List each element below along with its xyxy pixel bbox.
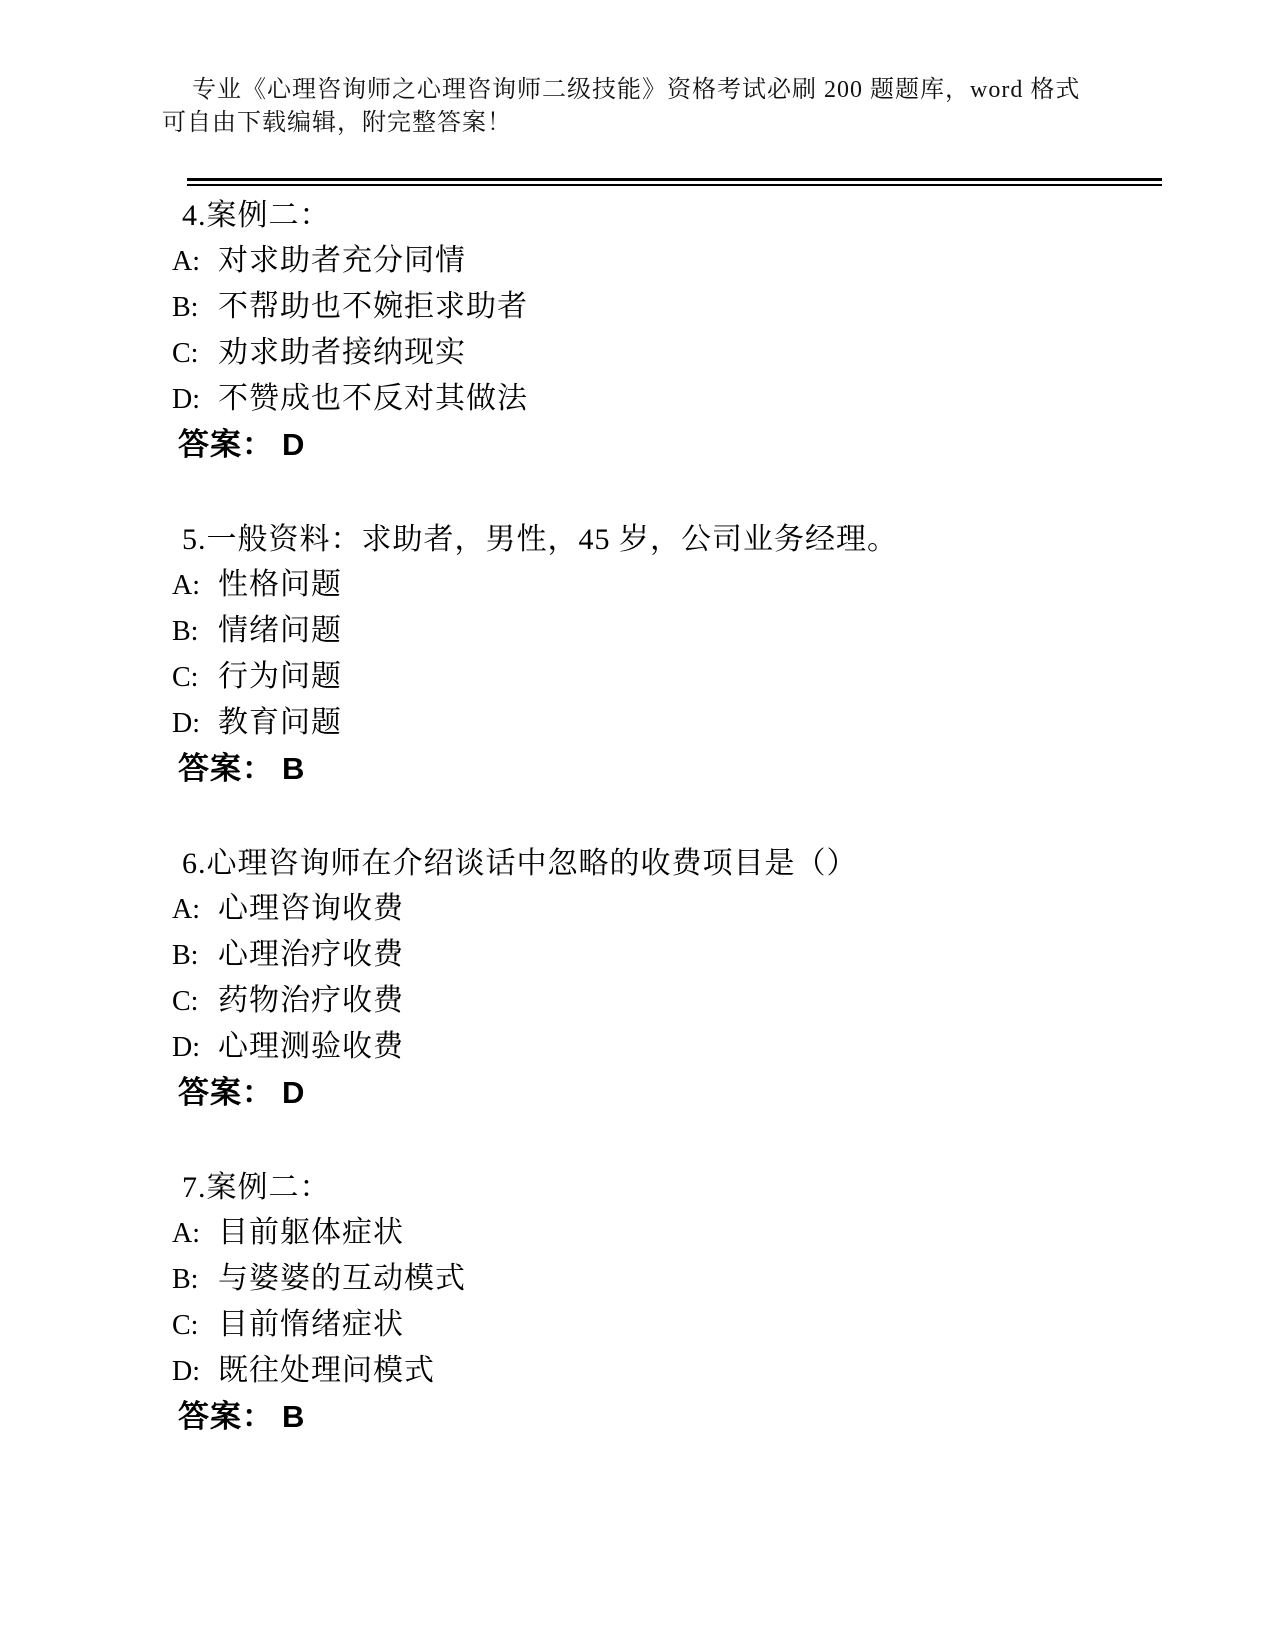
option-label: C: (172, 662, 199, 693)
header-line-1: 专业《心理咨询师之心理咨询师二级技能》资格考试必刷 200 题题库，word 格式 (192, 77, 1081, 103)
option-row (172, 700, 1182, 746)
option-row (172, 1256, 1182, 1302)
option-row (172, 978, 1182, 1024)
question-title: 7.案例二： (182, 1171, 331, 1204)
option-label: A: (172, 1218, 200, 1249)
option-text: 心理咨询收费 (218, 892, 404, 925)
option-label: D: (172, 384, 200, 415)
answer-row (172, 1070, 1182, 1115)
option-text: 心理治疗收费 (218, 938, 404, 971)
option-row (172, 608, 1182, 654)
option-label: A: (172, 246, 200, 277)
option-text: 目前躯体症状 (218, 1216, 404, 1249)
option-text: 情绪问题 (218, 614, 342, 647)
option-text: 劝求助者接纳现实 (218, 336, 466, 369)
question-block-4 (172, 193, 1182, 467)
question-block-7 (172, 1165, 1182, 1439)
option-row (172, 284, 1182, 330)
option-row (172, 238, 1182, 284)
option-label: D: (172, 708, 200, 739)
question-title: 6.心理咨询师在介绍谈话中忽略的收费项目是（） (182, 847, 858, 880)
option-text: 行为问题 (218, 660, 342, 693)
answer-label: 答案： (178, 751, 274, 786)
answer-row (172, 1394, 1182, 1439)
option-label: D: (172, 1356, 200, 1387)
option-row (172, 886, 1182, 932)
option-label: B: (172, 292, 199, 323)
option-row (172, 932, 1182, 978)
option-text: 目前惰绪症状 (218, 1308, 404, 1341)
option-text: 教育问题 (218, 706, 342, 739)
option-row (172, 1024, 1182, 1070)
option-row (172, 1348, 1182, 1394)
option-label: B: (172, 940, 199, 971)
question-title: 5.一般资料：求助者，男性，45 岁，公司业务经理。 (182, 523, 898, 556)
answer-value: B (282, 1399, 306, 1434)
option-text: 与婆婆的互动模式 (218, 1262, 466, 1295)
question-block-6 (172, 841, 1182, 1115)
option-label: B: (172, 616, 199, 647)
option-row (172, 1210, 1182, 1256)
questions-list (172, 193, 1182, 1489)
answer-value: D (282, 1075, 306, 1110)
answer-label: 答案： (178, 1399, 274, 1434)
option-text: 心理测验收费 (218, 1030, 404, 1063)
header-line-2: 可自由下载编辑，附完整答案！ (162, 110, 512, 136)
option-text: 不帮助也不婉拒求助者 (218, 290, 528, 323)
answer-row (172, 746, 1182, 791)
answer-label: 答案： (178, 1075, 274, 1110)
option-label: C: (172, 986, 199, 1017)
option-label: D: (172, 1032, 200, 1063)
answer-row (172, 422, 1182, 467)
option-text: 药物治疗收费 (218, 984, 404, 1017)
option-label: C: (172, 1310, 199, 1341)
option-row (172, 376, 1182, 422)
question-block-5 (172, 517, 1182, 791)
answer-value: D (282, 427, 306, 462)
option-row (172, 330, 1182, 376)
option-row (172, 1302, 1182, 1348)
option-row (172, 654, 1182, 700)
option-text: 不赞成也不反对其做法 (218, 382, 528, 415)
option-text: 性格问题 (218, 568, 342, 601)
answer-label: 答案： (178, 427, 274, 462)
option-label: A: (172, 570, 200, 601)
option-text: 既往处理问模式 (218, 1354, 435, 1387)
option-label: C: (172, 338, 199, 369)
question-title: 4.案例二： (182, 199, 331, 232)
answer-value: B (282, 751, 306, 786)
option-row (172, 562, 1182, 608)
option-label: A: (172, 894, 200, 925)
page-header (162, 74, 1112, 140)
option-text: 对求助者充分同情 (218, 244, 466, 277)
option-label: B: (172, 1264, 199, 1295)
header-divider-rule (187, 178, 1162, 186)
